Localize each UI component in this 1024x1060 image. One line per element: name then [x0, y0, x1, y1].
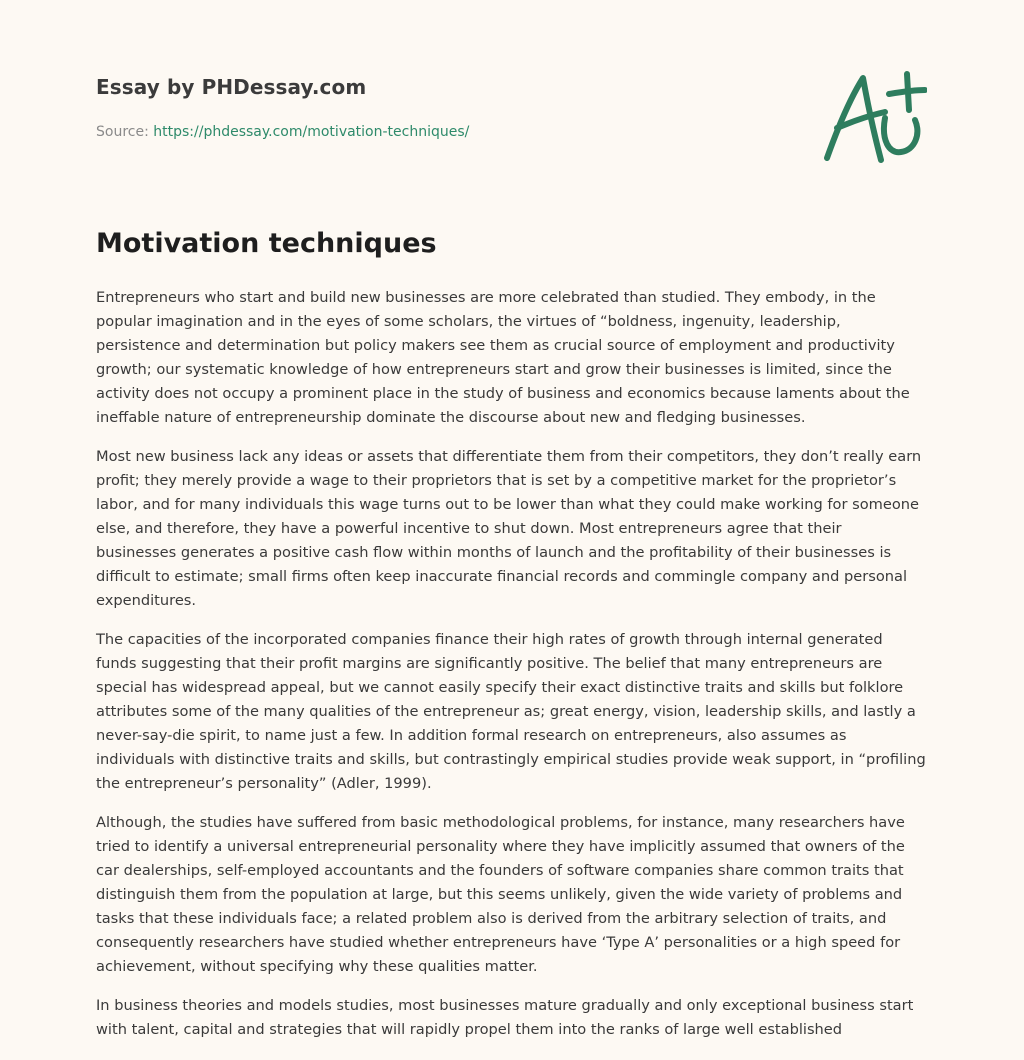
essay-body [96, 286, 926, 1057]
essay-page [96, 0, 926, 1038]
source-link[interactable]: https://phdessay.com/motivation-techniques/ [153, 124, 470, 140]
a-plus-logo-icon [823, 70, 927, 166]
source-label: Source: [96, 124, 154, 140]
page-header [96, 0, 926, 200]
essay-title: Motivation techniques [96, 228, 437, 259]
paragraph: Entrepreneurs who start and build new businesses are more celebrated than studied. They embody, in the popular imagination and in the eyes of some scholars, the virtues of “boldness, ingenuity, leadership, persistence and determination but policy makers see them as crucial source of employment and productivity growth; our systematic knowledge of how entrepreneurs start and grow their businesses is limited, since the activity does not occupy a prominent place in the study of business and economics because laments about the ineffable nature of entrepreneurship dominate the discourse about new and fledging businesses. [96, 289, 910, 426]
source-line [96, 124, 469, 140]
paragraph: Although, the studies have suffered from basic methodological problems, for instance, many researchers have tried to identify a universal entrepreneurial personality where they have implicitly assumed that owners of the car dealerships, self-employed accountants and the founders of software companies share common traits that distinguish them from the population at large, but this seems unlikely, given the wide variety of problems and tasks that these individuals face; a related problem also is derived from the arbitrary selection of traits, and consequently researchers have studied whether entrepreneurs have ‘Type A’ personalities or a high speed for achievement, without specifying why these qualities matter. [96, 814, 905, 975]
paragraph: In business theories and models studies, most businesses mature gradually and only exceptional business start with talent, capital and strategies that will rapidly propel them into the ranks of large well established [96, 997, 914, 1038]
paragraph: Most new business lack any ideas or assets that differentiate them from their competitors, they don’t really earn profit; they merely provide a wage to their proprietors that is set by a competitive market for the proprietor’s labor, and for many individuals this wage turns out to be lower than what they could make working for someone else, and therefore, they have a powerful incentive to shut down. Most entrepreneurs agree that their businesses generates a positive cash flow within months of launch and the profitability of their businesses is difficult to estimate; small firms often keep inaccurate financial records and commingle company and personal expenditures. [96, 448, 922, 609]
site-brand: Essay by PHDessay.com [96, 75, 367, 99]
paragraph: The capacities of the incorporated companies finance their high rates of growth through internal generated funds suggesting that their profit margins are significantly positive. The belief that many entrepreneurs are special has widespread appeal, but we cannot easily specify their exact distinctive traits and skills but folklore attributes some of the many qualities of the entrepreneur as; great energy, vision, leadership skills, and lastly a never-say-die spirit, to name just a few. In addition formal research on entrepreneurs, also assumes as individuals with distinctive traits and skills, but contrastingly empirical studies provide weak support, in “profiling the entrepreneur’s personality” (Adler, 1999). [96, 631, 926, 792]
